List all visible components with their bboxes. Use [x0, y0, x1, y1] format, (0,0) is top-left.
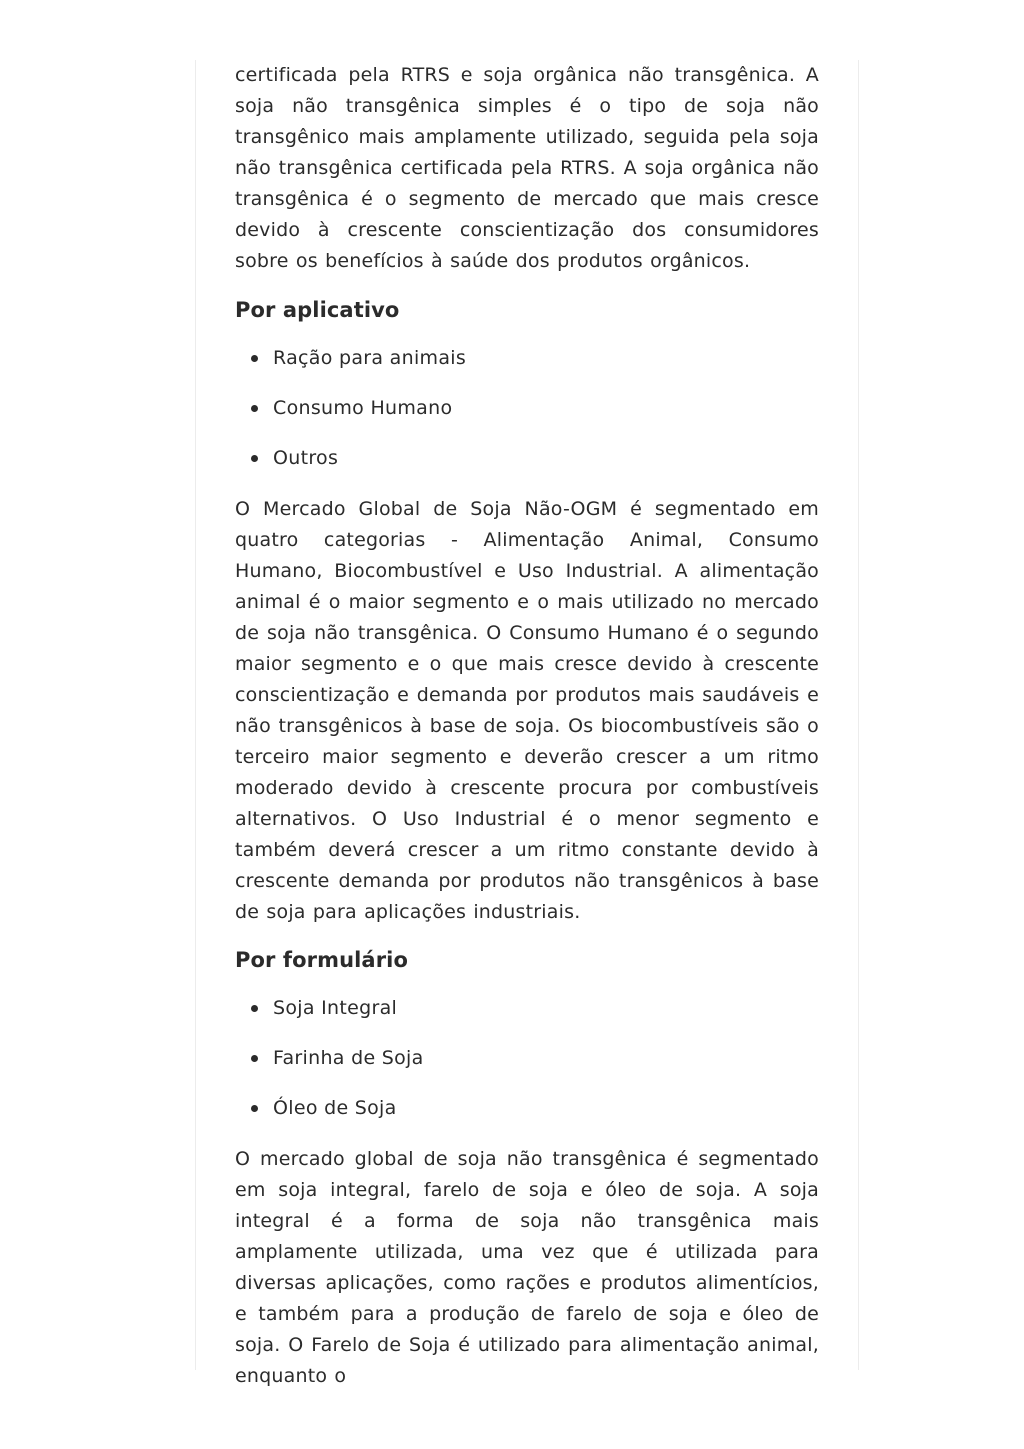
- bullet-icon: [251, 1005, 258, 1012]
- list-item: [235, 394, 819, 422]
- application-list: [235, 344, 819, 472]
- list-item-label: Outros: [273, 447, 339, 469]
- bullet-icon: [251, 455, 258, 462]
- list-item: [235, 994, 819, 1022]
- form-list: [235, 994, 819, 1122]
- form-paragraph: O mercado global de soja não transgênica é segmentado em soja integral, farelo de soja e óleo de soja. A soja integral é a forma de soja não transgênica mais amplamente utilizada, uma vez que é utilizada para diversas aplicações, como rações e produtos alimentícios, e também para a produção de farelo de soja e óleo de soja. O Farelo de Soja é utilizado para alimentação animal, enquanto o: [235, 1148, 819, 1387]
- list-item-label: Farinha de Soja: [273, 1047, 424, 1069]
- list-item: [235, 444, 819, 472]
- bullet-icon: [251, 355, 258, 362]
- list-item-label: Ração para animais: [273, 347, 467, 369]
- bullet-icon: [251, 405, 258, 412]
- list-item: [235, 1094, 819, 1122]
- list-item: [235, 1044, 819, 1072]
- bullet-icon: [251, 1105, 258, 1112]
- intro-paragraph: certificada pela RTRS e soja orgânica não transgênica. A soja não transgênica simples é o tipo de soja não transgênico mais amplamente utilizado, seguida pela soja não transgênica certificada pela RTRS. A soja orgânica não transgênica é o segmento de mercado que mais cresce devido à crescente conscientização dos consumidores sobre os benefícios à saúde dos produtos orgânicos.: [235, 64, 819, 272]
- list-item: [235, 344, 819, 372]
- list-item-label: Consumo Humano: [273, 397, 453, 419]
- bullet-icon: [251, 1055, 258, 1062]
- application-paragraph: O Mercado Global de Soja Não-OGM é segmentado em quatro categorias - Alimentação Animal, Consumo Humano, Biocombustível e Uso Industrial. A alimentação animal é o maior segmento e o mais utilizado no mercado de soja não transgênica. O Consumo Humano é o segundo maior segmento e o que mais cresce devido à crescente conscientização e demanda por produtos mais saudáveis e não transgênicos à base de soja. Os biocombustíveis são o terceiro maior segmento e deverão crescer a um ritmo moderado devido à crescente procura por combustíveis alternativos. O Uso Industrial é o menor segmento e também deverá crescer a um ritmo constante devido à crescente demanda por produtos não transgênicos à base de soja para aplicações industriais.: [235, 498, 819, 923]
- list-item-label: Soja Integral: [273, 997, 398, 1019]
- list-item-label: Óleo de Soja: [273, 1097, 397, 1119]
- form-heading: Por formulário: [235, 948, 408, 972]
- document-content: [235, 60, 819, 1392]
- application-heading: Por aplicativo: [235, 298, 400, 322]
- document-page: [195, 60, 859, 1387]
